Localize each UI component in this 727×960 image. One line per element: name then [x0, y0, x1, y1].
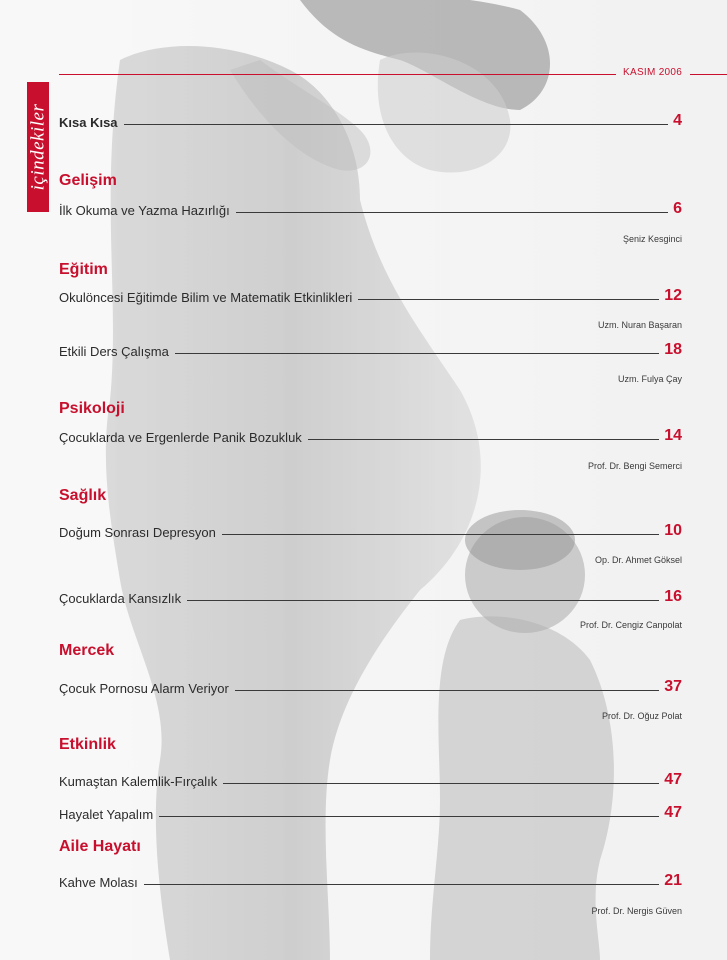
top-rule-left — [59, 74, 616, 75]
leader-line — [308, 439, 659, 440]
page-number: 18 — [664, 341, 682, 358]
page-number: 47 — [664, 771, 682, 788]
entry-author: Prof. Dr. Bengi Semerci — [587, 461, 682, 471]
section-heading-psikoloji: Psikoloji — [59, 400, 125, 417]
page-number: 21 — [664, 872, 682, 889]
entry-title: Okulöncesi Eğitimde Bilim ve Matematik Etkinlikleri — [59, 290, 353, 305]
leader-line — [235, 690, 659, 691]
entry-author: Şeniz Kesginci — [622, 234, 682, 244]
toc-entry[interactable] — [59, 520, 682, 540]
entry-author: Prof. Dr. Nergis Güven — [591, 906, 682, 916]
toc-entry[interactable] — [59, 676, 682, 696]
entry-title: İlk Okuma ve Yazma Hazırlığı — [59, 203, 230, 218]
page-number: 10 — [664, 522, 682, 539]
toc-entry[interactable] — [59, 802, 682, 822]
page-number: 12 — [664, 287, 682, 304]
toc-entry[interactable] — [59, 339, 682, 359]
page-number: 16 — [664, 588, 682, 605]
toc-entry[interactable] — [59, 870, 682, 890]
leader-line — [144, 884, 659, 885]
entry-title: Kahve Molası — [59, 875, 138, 890]
contents-tab-label: içindekiler — [27, 103, 48, 191]
section-heading-mercek: Mercek — [59, 642, 115, 659]
entry-title: Çocuk Pornosu Alarm Veriyor — [59, 681, 229, 696]
contents-tab — [27, 82, 49, 212]
entry-title: Doğum Sonrası Depresyon — [59, 525, 216, 540]
leader-line — [124, 124, 669, 125]
entry-author: Uzm. Fulya Çay — [617, 374, 682, 384]
page-number: 6 — [673, 200, 682, 217]
top-rule-right — [690, 74, 727, 75]
entry-author: Prof. Dr. Oğuz Polat — [601, 711, 682, 721]
entry-author: Uzm. Nuran Başaran — [597, 320, 682, 330]
section-heading-aile-hayati: Aile Hayatı — [59, 838, 141, 855]
page-number: 47 — [664, 804, 682, 821]
section-heading-gelisim: Gelişim — [59, 172, 117, 189]
toc-entry-kisa-kisa[interactable] — [59, 110, 682, 130]
page-number: 4 — [673, 112, 682, 129]
page-number: 14 — [664, 427, 682, 444]
toc-entry[interactable] — [59, 198, 682, 218]
issue-date: KASIM 2006 — [623, 67, 683, 78]
toc-entry[interactable] — [59, 586, 682, 606]
toc-entry[interactable] — [59, 425, 682, 445]
leader-line — [358, 299, 659, 300]
page-number: 37 — [664, 678, 682, 695]
section-heading-egitim: Eğitim — [59, 261, 108, 278]
entry-title: Hayalet Yapalım — [59, 807, 154, 822]
leader-line — [175, 353, 659, 354]
leader-line — [187, 600, 659, 601]
entry-title: Kumaştan Kalemlik-Fırçalık — [59, 774, 218, 789]
entry-author: Prof. Dr. Cengiz Canpolat — [579, 620, 682, 630]
toc-entry[interactable] — [59, 769, 682, 789]
entry-author: Op. Dr. Ahmet Göksel — [594, 555, 682, 565]
leader-line — [159, 816, 659, 817]
leader-line — [223, 783, 659, 784]
entry-title: Çocuklarda ve Ergenlerde Panik Bozukluk — [59, 430, 302, 445]
section-heading-saglik: Sağlık — [59, 487, 107, 504]
leader-line — [236, 212, 668, 213]
section-heading-etkinlik: Etkinlik — [59, 736, 116, 753]
entry-title: Çocuklarda Kansızlık — [59, 591, 182, 606]
entry-title: Etkili Ders Çalışma — [59, 344, 169, 359]
leader-line — [222, 534, 659, 535]
toc-entry[interactable] — [59, 285, 682, 305]
entry-title: Kısa Kısa — [59, 115, 118, 130]
